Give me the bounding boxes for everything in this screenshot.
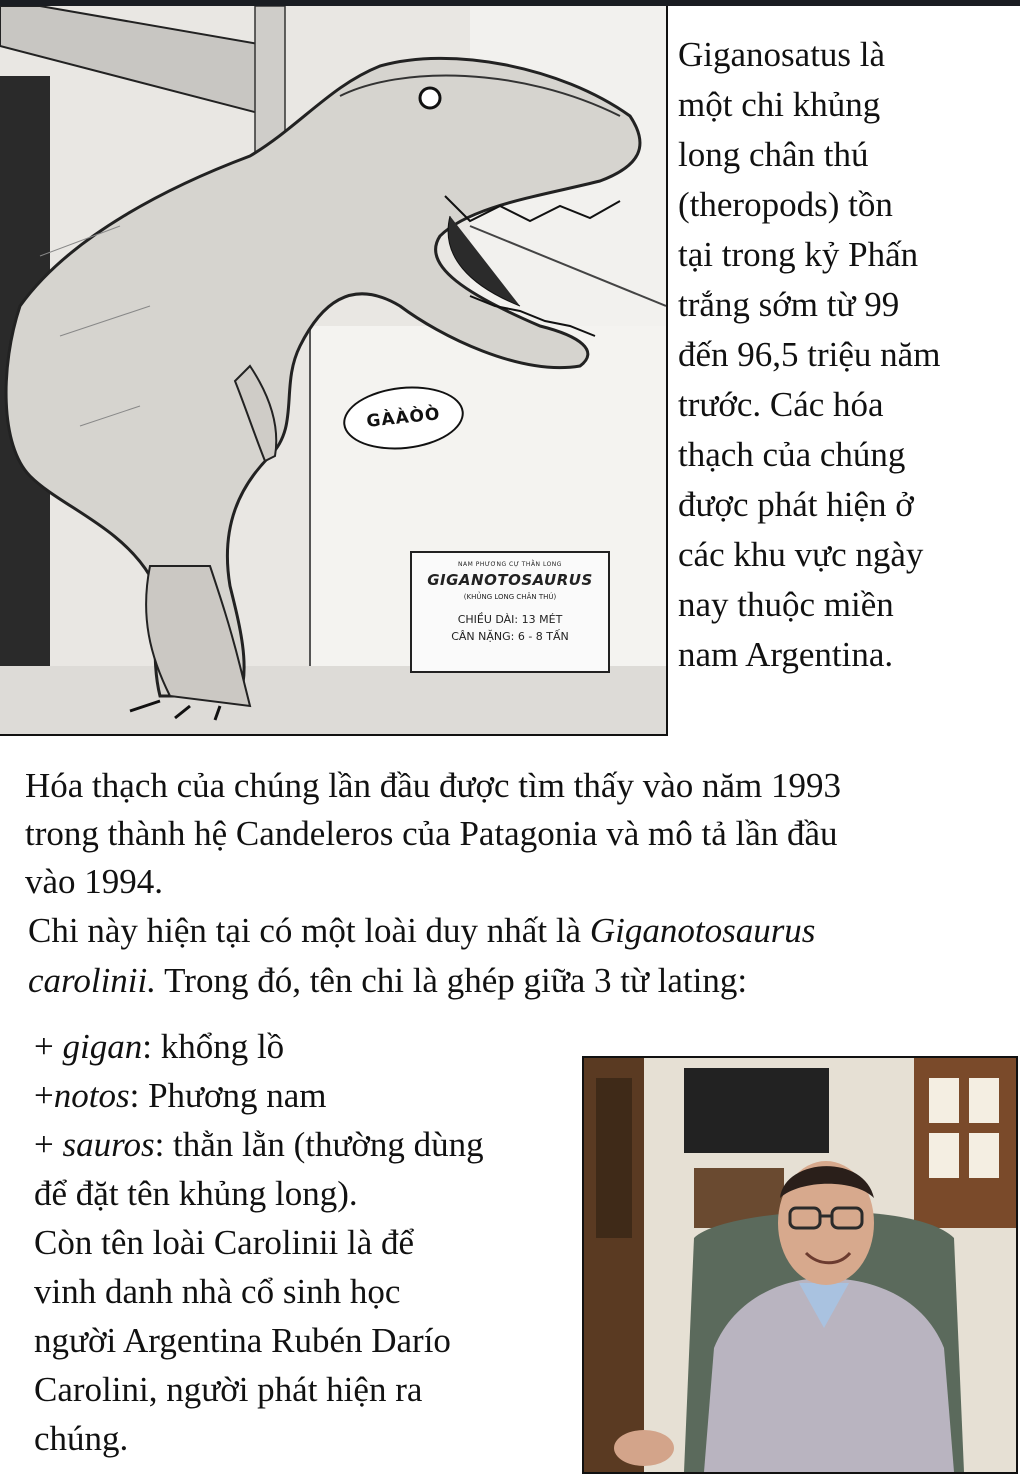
person-suffix: , người phát hiện ra <box>148 1370 423 1409</box>
person-line <box>34 1316 579 1365</box>
species-text: Chi này hiện tại có một loài duy nhất là <box>28 911 590 950</box>
intro-line: các khu vực ngày <box>678 535 924 574</box>
etymology-item-sauros <box>34 1120 579 1169</box>
intro-line: thạch của chúng <box>678 435 906 474</box>
intro-text <box>678 30 1014 680</box>
etymology-list <box>34 1022 579 1463</box>
comic-panel <box>0 6 668 736</box>
person-prefix: người Argentina <box>34 1321 272 1360</box>
etymology-meaning: : thằn lằn (thường dùng <box>154 1125 484 1164</box>
intro-line: nam Argentina. <box>678 635 894 674</box>
sign-subtitle: (KHỦNG LONG CHÂN THÚ) <box>463 593 557 601</box>
person-surname: Carolini <box>34 1370 149 1409</box>
etymology-meaning: : khổng lồ <box>142 1027 285 1066</box>
etymology-prefix: + <box>34 1027 63 1066</box>
etymology-term: sauros <box>62 1125 155 1164</box>
discovery-line: Hóa thạch của chúng lần đầu được tìm thấy vào năm 1993 <box>25 766 841 805</box>
species-name-epithet: carolinii. <box>28 961 157 1000</box>
etymology-prefix: + <box>34 1125 63 1164</box>
species-name-genus: Giganotosaurus <box>589 911 816 950</box>
sign-length: CHIỀU DÀI: 13 MÉT <box>457 613 563 626</box>
intro-line: long chân thú <box>678 135 869 174</box>
sound-effect-text: GÀÀÒÒ <box>365 404 442 432</box>
sign-weight: CÂN NẶNG: 6 - 8 TẤN <box>451 630 569 643</box>
intro-line: nay thuộc miền <box>678 585 894 624</box>
last-line: chúng. <box>34 1419 129 1458</box>
intro-line: trắng sớm từ 99 <box>678 285 900 324</box>
sign-name: GIGANOTOSAURUS <box>427 571 593 589</box>
sign-line1: NAM PHƯƠNG CỰ THẰN LONG <box>458 561 562 568</box>
intro-line: trước. Các hóa <box>678 385 884 424</box>
discovery-paragraph <box>25 762 1000 906</box>
person-name: Rubén Darío <box>271 1321 451 1360</box>
intro-line: được phát hiện ở <box>678 485 914 524</box>
etymology-item-notos <box>34 1071 579 1120</box>
intro-line: tại trong kỷ Phấn <box>678 235 919 274</box>
intro-line: Giganosatus là <box>678 35 886 74</box>
person-line-2 <box>34 1365 579 1414</box>
etymology-term: gigan <box>62 1027 143 1066</box>
intro-line: một chi khủng <box>678 85 881 124</box>
species-paragraph <box>28 906 1003 1006</box>
species-line-1 <box>28 906 1003 956</box>
discovery-line: trong thành hệ Candeleros của Patagonia và mô tả lần đầu <box>25 814 838 853</box>
etymology-meaning: : Phương nam <box>129 1076 327 1115</box>
person-photo-illustration <box>584 1058 1016 1472</box>
species-text-rest: Trong đó, tên chi là ghép giữa 3 từ lating: <box>156 961 748 1000</box>
etymology-item-gigan <box>34 1022 579 1071</box>
species-honor-line: vinh danh nhà cổ sinh học <box>34 1272 401 1311</box>
etymology-continuation: để đặt tên khủng long). <box>34 1174 358 1213</box>
intro-line: (theropods) tồn <box>678 185 893 224</box>
species-line-2 <box>28 956 1003 1006</box>
etymology-prefix: + <box>34 1076 54 1115</box>
museum-sign <box>410 551 610 673</box>
intro-line: đến 96,5 triệu năm <box>678 335 941 374</box>
etymology-term: notos <box>53 1076 130 1115</box>
carolini-photo <box>582 1056 1018 1474</box>
species-honor-line: Còn tên loài Carolinii là để <box>34 1223 415 1262</box>
discovery-line: vào 1994. <box>25 862 164 901</box>
